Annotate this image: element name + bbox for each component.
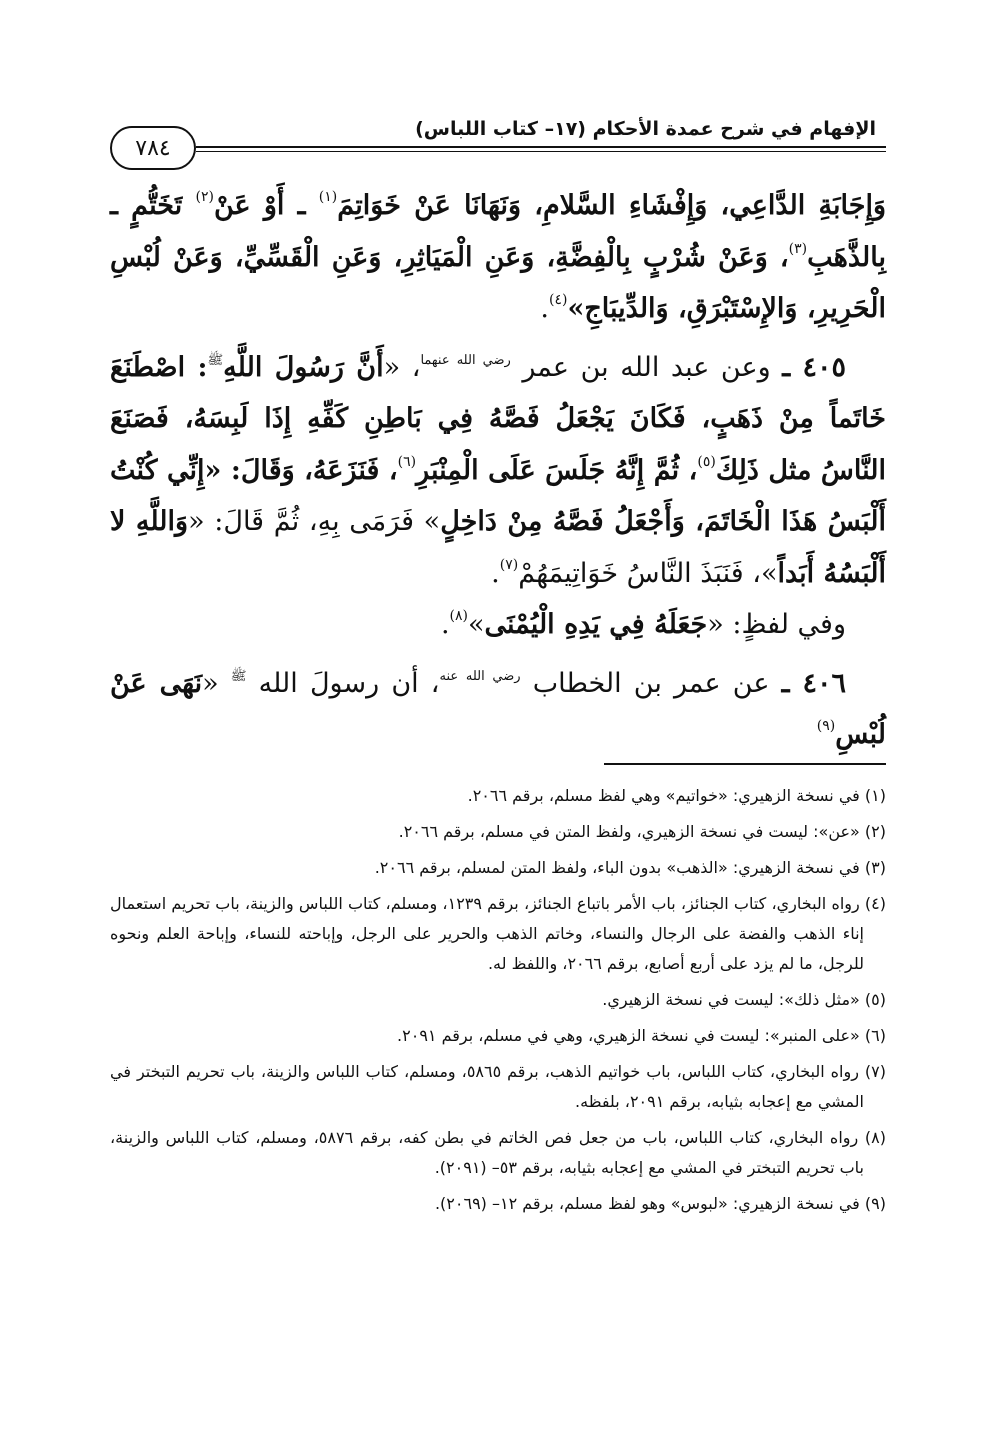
footnote-3: (٣) في نسخة الزهيري: «الذهب» بدون الباء، ولفظ المتن لمسلم، برقم ٢٠٦٦. bbox=[374, 858, 886, 877]
header-title: الإفهام في شرح عمدة الأحكام (١٧– كتاب اللباس) bbox=[415, 118, 876, 140]
hadith-number: ٤٠٦ ـ bbox=[781, 667, 847, 699]
text-run: . bbox=[440, 609, 450, 640]
text-run: أَنَّ رَسُولَ اللَّهِ bbox=[223, 351, 384, 383]
honorific-glyph: رضي الله عنه bbox=[439, 668, 521, 684]
text-run: نَهَى عَنْ لُبْسِ bbox=[110, 667, 886, 750]
hadith-number: ٤٠٥ ـ bbox=[782, 351, 847, 383]
text-run: جَعَلَهُ فِي يَدِهِ الْيُمْنَى bbox=[484, 609, 708, 640]
text-run: وَإِجَابَةِ الدَّاعِي، وَإِفْشَاءِ السَّلامِ، وَنَهَانَا عَنْ خَوَاتِمَ bbox=[337, 190, 886, 221]
footnote-4: (٤) رواه البخاري، كتاب الجنائز، باب الأمر باتباع الجنائز، برقم ١٢٣٩، ومسلم، كتاب اللباس والزينة، باب تحريم استعمال إناء الذهب والفضة على الرجال والنساء، وخاتم الذهب والحرير على الرجل، وإباحته للنساء، وإباحة العلم ونحوه للرجل، ما لم يزد على أربع أصابع، برقم ٢٠٦٦، واللفظ له. bbox=[110, 894, 886, 973]
running-header bbox=[110, 112, 886, 172]
footnote-ref-5: (٥) bbox=[697, 453, 716, 470]
text-run: « bbox=[202, 667, 231, 699]
footnote-separator bbox=[604, 763, 886, 765]
text-run: ، فَنَزَعَهُ، وَقَالَ: «إِنِّي كُنْتُ أَلْبَسُ هَذَا الْخَاتَمَ، وَأَجْعَلُ فَصَّهُ مِنْ دَاخِلٍ bbox=[110, 454, 886, 537]
text-run: وَاللَّهِ لا أَلْبَسُهُ أَبَداً bbox=[110, 506, 886, 589]
footnote-ref-1: (١) bbox=[318, 189, 338, 205]
footnote-6: (٦) «على المنبر»: ليست في نسخة الزهيري، وهي في مسلم، برقم ٢٠٩١. bbox=[397, 1026, 886, 1045]
honorific-glyph: ﷺ bbox=[230, 668, 247, 684]
footnote-ref-3: (٣) bbox=[788, 240, 808, 257]
text-run: عن عمر بن الخطاب bbox=[520, 667, 782, 699]
text-run: . bbox=[491, 557, 500, 589]
header-rule-thin bbox=[196, 151, 886, 152]
text-run: » فَرَمَى بِهِ، ثُمَّ قَالَ: « bbox=[188, 506, 441, 537]
text-run: وعن عبد الله بن عمر bbox=[510, 351, 783, 383]
footnote-2: (٢) «عن»: ليست في نسخة الزهيري، ولفظ المتن في مسلم، برقم ٢٠٦٦. bbox=[398, 822, 886, 841]
honorific-glyph: رضي الله عنهما bbox=[420, 352, 511, 368]
footnote-7: (٧) رواه البخاري، كتاب اللباس، باب خواتيم الذهب، برقم ٥٨٦٥، ومسلم، كتاب اللباس والزينة، باب تحريم التبختر في المشي مع إعجابه بثيابه، برقم ٢٠٩١، بلفظه. bbox=[110, 1062, 886, 1111]
footnote-5: (٥) «مثل ذلك»: ليست في نسخة الزهيري. bbox=[602, 990, 886, 1009]
footnotes bbox=[110, 781, 886, 1225]
text-run: » bbox=[468, 609, 485, 640]
footnote-ref-7: (٧) bbox=[499, 556, 519, 573]
text-run: : اصْطَنَعَ خَاتَماً مِنْ ذَهَبٍ، فَكَانَ يَجْعَلُ فَصَّهُ فِي بَاطِنِ كَفِّهِ إِذَا لَبِسَهُ، فَصَنَعَ النَّاسُ مثل ذَلِكَ bbox=[110, 351, 886, 486]
paragraph-hadith-406 bbox=[110, 651, 886, 761]
footnote-ref-6: (٦) bbox=[397, 453, 417, 470]
text-run: ، أن رسولَ الله bbox=[246, 667, 440, 699]
paragraph-other-wording bbox=[110, 599, 886, 651]
main-text bbox=[110, 180, 886, 761]
text-run: ، وَعَنْ شُرْبٍ بِالْفِضَّةِ، وَعَنِ الْمَيَاثِرِ، وَعَنِ الْقَسِّيِّ، وَعَنْ لُبْسِ الْحَرِيرِ، وَالإِسْتَبْرَقِ، وَالدِّيبَاجِ» bbox=[110, 241, 886, 324]
paragraph-hadith-continuation bbox=[110, 180, 886, 335]
footnote-ref-4: (٤) bbox=[549, 292, 568, 308]
text-run: تَخَتُّمٍ ـ بِالذَّهَبِ bbox=[110, 190, 886, 273]
text-run: ، « bbox=[383, 351, 421, 383]
header-rule-thick bbox=[196, 146, 886, 148]
text-run: ، ثُمَّ إِنَّهُ جَلَسَ عَلَى الْمِنْبَرِ bbox=[416, 454, 698, 486]
honorific-glyph: ﷺ bbox=[207, 352, 224, 368]
text-run: . bbox=[540, 293, 549, 324]
footnote-ref-9: (٩) bbox=[816, 718, 836, 734]
footnote-8: (٨) رواه البخاري، كتاب اللباس، باب من جعل فص الخاتم في بطن كفه، برقم ٥٨٧٦، ومسلم، كتاب اللباس والزينة، باب تحريم التبختر في المشي مع إعجابه بثيابه، برقم ٥٣– (٢٠٩١). bbox=[110, 1128, 886, 1177]
footnote-9: (٩) في نسخة الزهيري: «لبوس» وهو لفظ مسلم، برقم ١٢– (٢٠٦٩). bbox=[434, 1194, 886, 1213]
footnote-ref-2: (٢) bbox=[195, 189, 214, 205]
text-run: وفي لفظٍ: « bbox=[707, 609, 846, 640]
footnote-1: (١) في نسخة الزهيري: «خواتيم» وهي لفظ مسلم، برقم ٢٠٦٦. bbox=[467, 786, 886, 805]
page-number: ٧٨٤ bbox=[110, 126, 196, 170]
footnote-ref-8: (٨) bbox=[449, 608, 468, 624]
text-run: »، فَنَبَذَ النَّاسُ خَوَاتِيمَهُمْ bbox=[518, 557, 778, 589]
text-run: ـ أَوْ عَنْ bbox=[213, 190, 319, 221]
paragraph-hadith-405 bbox=[110, 335, 886, 600]
